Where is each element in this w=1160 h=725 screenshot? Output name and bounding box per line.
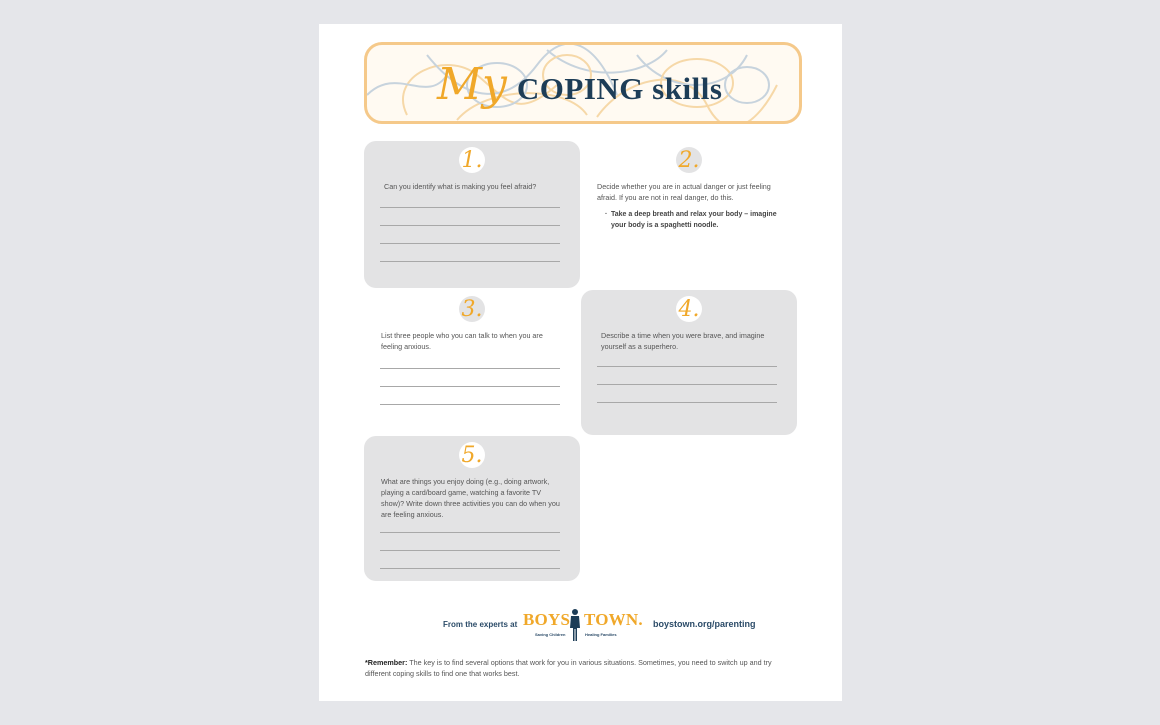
card-1 <box>364 141 580 288</box>
logo-tag-right: Healing Families <box>585 632 617 637</box>
answer-line[interactable] <box>380 568 560 569</box>
logo-word-right: TOWN. <box>584 610 643 629</box>
answer-line[interactable] <box>380 532 560 533</box>
card-number-3: 3. <box>459 296 485 322</box>
title-banner <box>364 42 802 124</box>
card-3 <box>364 290 580 432</box>
logo-tag-left: Saving Children <box>535 632 566 637</box>
remember-label: *Remember: <box>365 658 408 667</box>
website-link[interactable]: boystown.org/parenting <box>653 619 756 629</box>
answer-line[interactable] <box>380 207 560 208</box>
card-1-prompt: Can you identify what is making you feel afraid? <box>384 182 537 191</box>
card-4 <box>581 290 797 435</box>
card-2-bullet-text: Take a deep breath and relax your body – imagine your body is a spaghetti noodle. <box>611 211 777 229</box>
answer-line[interactable] <box>380 550 560 551</box>
card-2-prompt: Decide whether you are in actual danger or just feeling afraid. If you are not in real danger, do this. <box>597 182 771 202</box>
remember-text: The key is to find several options that work for you in various situations. Sometimes, you need to switch up and try different coping skills to find one that works best. <box>365 658 772 678</box>
answer-line[interactable] <box>597 366 777 367</box>
logo-word-left: BOYS <box>523 610 571 629</box>
answer-line[interactable] <box>597 384 777 385</box>
card-2 <box>581 141 797 288</box>
card-number-4: 4. <box>676 296 702 322</box>
boy-figure-icon <box>568 608 582 642</box>
title-coping-skills: COPING skills <box>516 71 723 106</box>
card-5-prompt: What are things you enjoy doing (e.g., doing artwork, playing a card/board game, watching a favorite TV show)? Write down three activities you can do when you are feeling anxious. <box>381 477 560 519</box>
footer <box>319 602 842 642</box>
card-3-prompt: List three people who you can talk to when you are feeling anxious. <box>381 331 543 351</box>
answer-line[interactable] <box>380 243 560 244</box>
boys-town-logo[interactable] <box>523 608 641 642</box>
card-number-1: 1. <box>459 147 485 173</box>
answer-line[interactable] <box>597 402 777 403</box>
answer-line[interactable] <box>380 225 560 226</box>
from-experts-text: From the experts at <box>443 620 518 629</box>
answer-line[interactable] <box>380 386 560 387</box>
card-4-prompt: Describe a time when you were brave, and imagine yourself as a superhero. <box>601 331 765 351</box>
remember-note <box>365 657 795 679</box>
card-2-bullet: · Take a deep breath and relax your body – imagine your body is a spaghetti noodle. <box>605 211 777 229</box>
card-number-2: 2. <box>676 147 702 173</box>
answer-line[interactable] <box>380 261 560 262</box>
answer-line[interactable] <box>380 368 560 369</box>
worksheet-page <box>319 24 842 701</box>
answer-line[interactable] <box>380 404 560 405</box>
card-number-5: 5. <box>459 442 485 468</box>
card-5 <box>364 436 580 581</box>
title-my: My <box>437 59 507 110</box>
